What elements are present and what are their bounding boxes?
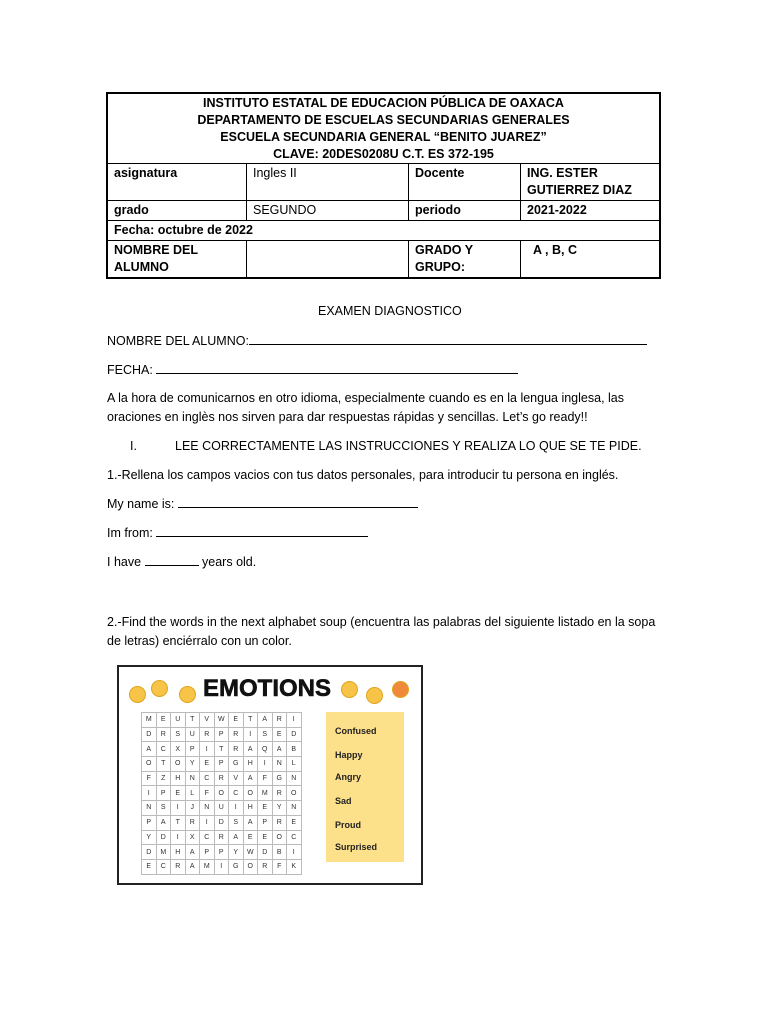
grid-cell[interactable]: R bbox=[200, 727, 215, 742]
grid-cell[interactable]: H bbox=[171, 771, 186, 786]
grid-cell[interactable]: Y bbox=[185, 757, 200, 772]
grid-row bbox=[142, 859, 302, 874]
grid-cell[interactable]: O bbox=[272, 830, 287, 845]
nombre-label-line-1: NOMBRE DEL bbox=[114, 243, 199, 257]
grid-cell[interactable]: A bbox=[185, 845, 200, 860]
grid-cell[interactable]: G bbox=[229, 859, 244, 874]
question-2-line-2: de letras) enciérralo con un color. bbox=[107, 634, 292, 648]
word-proud: Proud bbox=[335, 820, 361, 830]
question-2-line-1: 2.-Find the words in the next alphabet soup (encuentra las palabras del siguiente listado en la sopa bbox=[107, 615, 656, 629]
fecha-label: FECHA: bbox=[107, 363, 153, 377]
grid-cell[interactable]: N bbox=[142, 801, 157, 816]
intro-line-1: A la hora de comunicarnos en otro idioma, especialmente cuando es en la lengua inglesa, las bbox=[107, 391, 624, 405]
asignatura-value: Ingles II bbox=[247, 164, 409, 200]
docente-value-line-2: GUTIERREZ DIAZ bbox=[527, 183, 632, 197]
grid-cell[interactable]: M bbox=[142, 713, 157, 728]
grid-cell[interactable]: E bbox=[171, 786, 186, 801]
grid-cell[interactable]: O bbox=[214, 786, 229, 801]
grid-cell[interactable]: H bbox=[243, 801, 258, 816]
grid-cell[interactable]: E bbox=[142, 859, 157, 874]
grid-cell[interactable]: I bbox=[287, 845, 302, 860]
word-sad: Sad bbox=[335, 796, 352, 806]
grid-cell[interactable]: K bbox=[287, 859, 302, 874]
periodo-value: 2021-2022 bbox=[527, 203, 587, 217]
grid-cell[interactable]: C bbox=[156, 859, 171, 874]
nombre-value[interactable] bbox=[247, 241, 409, 277]
grid-row bbox=[142, 786, 302, 801]
grid-cell[interactable]: F bbox=[272, 859, 287, 874]
grid-cell[interactable]: P bbox=[214, 757, 229, 772]
grid-cell[interactable]: D bbox=[142, 845, 157, 860]
docente-value bbox=[521, 164, 659, 200]
grid-cell[interactable]: R bbox=[272, 713, 287, 728]
grid-cell[interactable]: F bbox=[200, 786, 215, 801]
grid-cell[interactable]: V bbox=[229, 771, 244, 786]
emoji-face-icon bbox=[392, 681, 409, 698]
grid-cell[interactable]: B bbox=[272, 845, 287, 860]
grid-cell[interactable]: R bbox=[214, 830, 229, 845]
header-table bbox=[106, 92, 661, 279]
grid-cell[interactable]: Y bbox=[229, 845, 244, 860]
emoji-face-icon bbox=[341, 681, 358, 698]
grid-cell[interactable]: S bbox=[156, 801, 171, 816]
grid-cell[interactable]: O bbox=[243, 859, 258, 874]
grid-cell[interactable]: W bbox=[214, 713, 229, 728]
grid-row bbox=[142, 727, 302, 742]
age-prefix: I have bbox=[107, 555, 142, 569]
grid-cell[interactable]: L bbox=[287, 757, 302, 772]
grid-cell[interactable]: S bbox=[229, 815, 244, 830]
grid-cell[interactable]: T bbox=[243, 713, 258, 728]
grid-cell[interactable]: D bbox=[287, 727, 302, 742]
grid-cell[interactable]: Q bbox=[258, 742, 273, 757]
age-suffix: years old. bbox=[202, 555, 257, 569]
fecha-cell: Fecha: octubre de 2022 bbox=[114, 223, 253, 237]
school-name: ESCUELA SECUNDARIA GENERAL “BENITO JUAREZ” bbox=[220, 130, 547, 144]
grid-cell[interactable]: L bbox=[185, 786, 200, 801]
my-name-blank[interactable] bbox=[178, 497, 418, 508]
emoji-face-icon bbox=[366, 687, 383, 704]
grid-cell[interactable]: R bbox=[156, 727, 171, 742]
emotions-puzzle bbox=[117, 665, 423, 885]
grid-cell[interactable]: R bbox=[185, 815, 200, 830]
grid-cell[interactable]: P bbox=[185, 742, 200, 757]
grid-cell[interactable]: M bbox=[258, 786, 273, 801]
grid-cell[interactable]: I bbox=[214, 859, 229, 874]
grado-label: grado bbox=[108, 201, 247, 220]
grid-cell[interactable]: U bbox=[214, 801, 229, 816]
grid-cell[interactable]: O bbox=[287, 786, 302, 801]
grid-cell[interactable]: I bbox=[229, 801, 244, 816]
grid-cell[interactable]: Z bbox=[156, 771, 171, 786]
grid-cell[interactable]: E bbox=[229, 713, 244, 728]
periodo-label: periodo bbox=[409, 201, 521, 220]
grid-row bbox=[142, 801, 302, 816]
grid-cell[interactable]: R bbox=[229, 742, 244, 757]
grid-cell[interactable]: R bbox=[229, 727, 244, 742]
grid-cell[interactable]: S bbox=[258, 727, 273, 742]
grid-cell[interactable]: O bbox=[142, 757, 157, 772]
word-list bbox=[326, 712, 404, 862]
grid-cell[interactable]: U bbox=[185, 727, 200, 742]
question-1: 1.-Rellena los campos vacios con tus datos personales, para introducir tu persona en inglés. bbox=[107, 468, 619, 482]
grid-cell[interactable]: A bbox=[272, 742, 287, 757]
docente-label: Docente bbox=[409, 164, 521, 200]
from-field bbox=[107, 525, 368, 541]
grid-cell[interactable]: D bbox=[214, 815, 229, 830]
grid-cell[interactable]: E bbox=[258, 801, 273, 816]
grid-cell[interactable]: Y bbox=[142, 830, 157, 845]
row-nombre bbox=[108, 241, 659, 277]
grid-cell[interactable]: I bbox=[258, 757, 273, 772]
grid-cell[interactable]: I bbox=[171, 830, 186, 845]
grid-cell[interactable]: C bbox=[229, 786, 244, 801]
asignatura-label: asignatura bbox=[108, 164, 247, 200]
grid-cell[interactable]: P bbox=[200, 845, 215, 860]
my-name-field bbox=[107, 496, 418, 512]
row-fecha bbox=[108, 221, 659, 241]
word-angry: Angry bbox=[335, 772, 362, 782]
grupo-value: A , B, C bbox=[533, 243, 577, 257]
grid-cell[interactable]: R bbox=[258, 859, 273, 874]
section-title: LEE CORRECTAMENTE LAS INSTRUCCIONES Y REALIZA LO QUE SE TE PIDE. bbox=[175, 439, 642, 453]
word-happy: Happy bbox=[335, 750, 363, 760]
grid-cell[interactable]: M bbox=[200, 859, 215, 874]
grid-cell[interactable]: D bbox=[258, 845, 273, 860]
grid-cell[interactable]: N bbox=[287, 771, 302, 786]
grid-cell[interactable]: C bbox=[287, 830, 302, 845]
grid-cell[interactable]: C bbox=[200, 830, 215, 845]
from-blank[interactable] bbox=[156, 526, 368, 537]
grid-cell[interactable]: A bbox=[185, 859, 200, 874]
grid-cell[interactable]: I bbox=[243, 727, 258, 742]
grid-cell[interactable]: F bbox=[142, 771, 157, 786]
header-title-block bbox=[108, 94, 659, 164]
grid-cell[interactable]: N bbox=[200, 801, 215, 816]
grid-cell[interactable]: I bbox=[171, 801, 186, 816]
grid-cell[interactable]: E bbox=[287, 815, 302, 830]
grid-cell[interactable]: P bbox=[258, 815, 273, 830]
grid-cell[interactable]: P bbox=[142, 815, 157, 830]
grid-cell[interactable]: R bbox=[272, 815, 287, 830]
nombre-alumno-blank[interactable] bbox=[249, 334, 647, 345]
grid-cell[interactable]: S bbox=[171, 727, 186, 742]
grid-cell[interactable]: W bbox=[243, 845, 258, 860]
grid-cell[interactable]: X bbox=[185, 830, 200, 845]
intro-line-2: oraciones en inglès nos sirven para dar respuestas rápidas y sencillas. Let’s go ready!! bbox=[107, 410, 588, 424]
grid-row bbox=[142, 713, 302, 728]
row-grado bbox=[108, 201, 659, 221]
grid-cell[interactable]: V bbox=[200, 713, 215, 728]
grid-row bbox=[142, 742, 302, 757]
grid-cell[interactable]: A bbox=[156, 815, 171, 830]
grado-value: SEGUNDO bbox=[247, 201, 409, 220]
emoji-face-icon bbox=[179, 686, 196, 703]
grid-cell[interactable]: I bbox=[200, 815, 215, 830]
grid-cell[interactable]: O bbox=[171, 757, 186, 772]
exam-title: EXAMEN DIAGNOSTICO bbox=[318, 304, 462, 318]
grid-cell[interactable]: N bbox=[272, 757, 287, 772]
grid-cell[interactable]: H bbox=[171, 845, 186, 860]
emoji-face-icon bbox=[129, 686, 146, 703]
word-surprised: Surprised bbox=[335, 842, 378, 852]
grid-cell[interactable]: Y bbox=[272, 801, 287, 816]
grid-cell[interactable]: E bbox=[200, 757, 215, 772]
grid-row bbox=[142, 815, 302, 830]
row-asignatura bbox=[108, 164, 659, 201]
grid-cell[interactable]: X bbox=[171, 742, 186, 757]
grid-cell[interactable]: R bbox=[171, 859, 186, 874]
grid-cell[interactable]: D bbox=[156, 830, 171, 845]
grid-cell[interactable]: I bbox=[287, 713, 302, 728]
grid-cell[interactable]: A bbox=[142, 742, 157, 757]
grid-cell[interactable]: A bbox=[243, 771, 258, 786]
nombre-alumno-label: NOMBRE DEL ALUMNO: bbox=[107, 334, 249, 348]
grid-cell[interactable]: E bbox=[272, 727, 287, 742]
institute-name: INSTITUTO ESTATAL DE EDUCACION PÚBLICA DE OAXACA bbox=[203, 96, 564, 110]
fecha-blank[interactable] bbox=[156, 363, 518, 374]
grid-row bbox=[142, 845, 302, 860]
grid-cell[interactable]: C bbox=[200, 771, 215, 786]
school-code: CLAVE: 20DES0208U C.T. ES 372-195 bbox=[273, 147, 494, 161]
my-name-label: My name is: bbox=[107, 497, 175, 511]
grid-cell[interactable]: T bbox=[156, 757, 171, 772]
department-name: DEPARTAMENTO DE ESCUELAS SECUNDARIAS GENERALES bbox=[197, 113, 570, 127]
grid-cell[interactable]: T bbox=[185, 713, 200, 728]
word-confused: Confused bbox=[335, 726, 377, 736]
grid-cell[interactable]: E bbox=[258, 830, 273, 845]
grid-cell[interactable]: R bbox=[214, 771, 229, 786]
grupo-label-line-1: GRADO Y bbox=[415, 243, 474, 257]
nombre-label bbox=[108, 241, 247, 277]
grid-cell[interactable]: A bbox=[243, 815, 258, 830]
grid-row bbox=[142, 757, 302, 772]
grid-cell[interactable]: F bbox=[258, 771, 273, 786]
grid-cell[interactable]: H bbox=[243, 757, 258, 772]
grid-cell[interactable]: N bbox=[185, 771, 200, 786]
grid-cell[interactable]: I bbox=[200, 742, 215, 757]
grid-cell[interactable]: A bbox=[243, 742, 258, 757]
grid-cell[interactable]: I bbox=[142, 786, 157, 801]
nombre-label-line-2: ALUMNO bbox=[114, 260, 169, 274]
grid-cell[interactable]: P bbox=[214, 845, 229, 860]
grid-cell[interactable]: G bbox=[272, 771, 287, 786]
grid-cell[interactable]: J bbox=[185, 801, 200, 816]
grid-cell[interactable]: G bbox=[229, 757, 244, 772]
grid-cell[interactable]: A bbox=[258, 713, 273, 728]
puzzle-title: EMOTIONS bbox=[203, 675, 332, 702]
grid-cell[interactable]: T bbox=[171, 815, 186, 830]
emoji-face-icon bbox=[151, 680, 168, 697]
grid-cell[interactable]: P bbox=[214, 727, 229, 742]
fecha-field bbox=[107, 362, 518, 378]
grid-cell[interactable]: M bbox=[156, 845, 171, 860]
from-label: Im from: bbox=[107, 526, 153, 540]
age-blank[interactable] bbox=[145, 555, 199, 566]
grid-cell[interactable]: A bbox=[229, 830, 244, 845]
grid-cell[interactable]: E bbox=[243, 830, 258, 845]
docente-value-line-1: ING. ESTER bbox=[527, 166, 598, 180]
grid-cell[interactable]: E bbox=[156, 713, 171, 728]
grid-cell[interactable]: T bbox=[214, 742, 229, 757]
grupo-label-line-2: GRUPO: bbox=[415, 260, 465, 274]
section-number: I. bbox=[130, 439, 137, 453]
grid-cell[interactable]: C bbox=[156, 742, 171, 757]
grid-cell[interactable]: N bbox=[287, 801, 302, 816]
grid-cell[interactable]: R bbox=[272, 786, 287, 801]
grid-row bbox=[142, 771, 302, 786]
grid-cell[interactable]: O bbox=[243, 786, 258, 801]
grupo-label bbox=[409, 241, 521, 277]
age-field bbox=[107, 554, 256, 570]
grid-cell[interactable]: P bbox=[156, 786, 171, 801]
grid-cell[interactable]: D bbox=[142, 727, 157, 742]
nombre-alumno-field bbox=[107, 333, 647, 349]
grid-cell[interactable]: U bbox=[171, 713, 186, 728]
grid-cell[interactable]: B bbox=[287, 742, 302, 757]
letter-grid bbox=[141, 712, 302, 875]
grid-row bbox=[142, 830, 302, 845]
